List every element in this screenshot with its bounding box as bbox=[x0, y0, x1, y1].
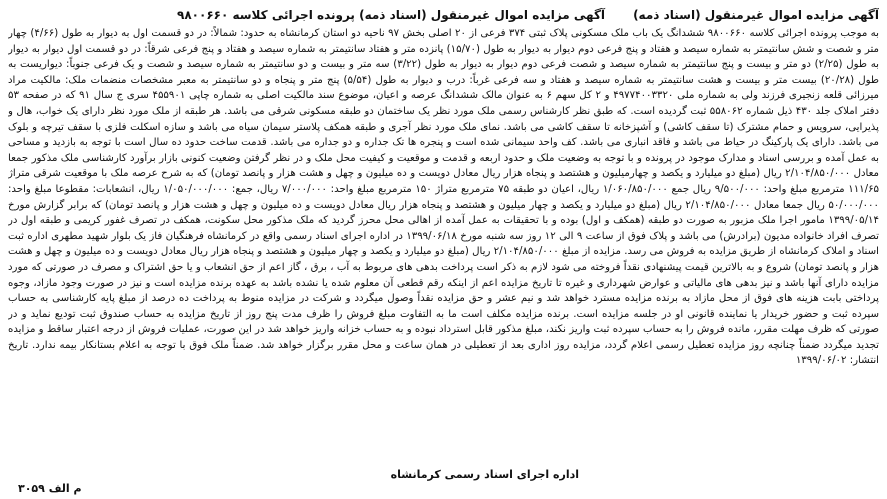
issuing-office: اداره اجرای اسناد رسمی کرمانشاه bbox=[390, 468, 579, 481]
notice-code: ۳۰۵۹ م الف bbox=[18, 482, 82, 495]
notice-footer bbox=[8, 461, 879, 495]
notice-body: به موجب پرونده اجرائی کلاسه ۹۸۰۰۶۶۰ ششدانگ یک باب ملک مسکونی پلاک ثبتی ۳۷۴ فرعی از ۲۰ اصلی بخش ۹۷ ناحیه دو استان کرمانشاه به حدود: شمالاً: در دو قسمت اول به دیوار به طول (۴/۶۶) چهار متر و شصت و شش سانتیمتر به شماره سیصد و هفتاد و پنج فرعی دوم دیوار به دیوار به طول (۱۵/۷۰) پانزده متر و هفتاد سانتیمتر به شماره سیصد و هفتاد و پنج فرعی شرقاً: در دو قسمت اول دیوار به دیوار به طول (۲/۲۵) دو متر و بیست و پنج سانتیمتر به شماره سیصد و شصت فرعی دوم دیوار به دیوار به طول (۳/۲۲) سه متر و بیست و دو سانتیمتر به شماره سیصد و شصت و یک فرعی جنوباً: دیواریست به طول (۲۰/۲۸) بیست متر و بیست و هشت سانتیمتر به شماره سیصد و هفتاد و سه فرعی غرباً: درب و دیوار به طول (۵/۵۴) پنج متر و پنجاه و دو سانتیمتر به معبر مشخصات منضمات ملک: مالکیت مراد میرزائی قلعه زنجیری فرزند ولی به شماره ملی ۴۹۷۷۴۰۰۳۳۲۰ و ۲ کل سهم ۶ به عنوان مالک ششدانگ عرصه و اعیان، موضوع سند مالکیت اصلی به شماره چاپی ۴۵۵۹۰۱ سری ج سال ۹۱ که در صفحه ۵۳ دفتر املاک جلد ۴۳۰ ذیل شماره ۵۵۸۰۶۲ ثبت گردیده است. که طبق نظر کارشناس رسمی ملک مورد نظر یک ساختمان دو طبقه مسکونی شرقی می باشد. هر طبقه از ملک مورد نظر دارای یک خواب، هال و پذیرایی، سرویس و حمام مشترک (تا سقف کاشی) و آشپزخانه تا سقف کاشی می باشد. نمای ملک مورد نظر آجری و طبقه همکف پلاستر سیمان سیاه می باشد و سازه اسکلت فلزی با سقف تیرچه و بلوک می باشد. دارای یک پارکینگ در حیاط می باشد و فاقد انباری می باشد. کف واحد سیمانی شده است و پنجره ها تک جداره و دو جداره می باشد. قدمت ساخت حدود ده سال است با توجه به بازدید و مساحی به عمل آمده و بررسی اسناد و مدارک موجود در پرونده و با توجه به وضعیت ملک و حدود اربعه و قدمت و موقعیت و کیفیت محل ملک و در نظر گرفتن وضعیت کنونی بازار برآورد کارشناسی ملک مذکور جمعا معادل ۲/۱۰۴/۸۵۰/۰۰۰ ریال (مبلغ دو میلیارد و یکصد و چهارمیلیون و هشتصد و پنجاه هزار ریال معادل دویست و ده میلیون و چهل و هشت هزار و پانصد تومان) که به شرح عرصه ملک با موقعیت شرقی متراژ ۱۱۱/۶۵ مترمربع مبلغ واحد: ۹/۵۰۰/۰۰۰ ریال جمع ۱/۰۶۰/۸۵۰/۰۰۰ ریال، اعیان دو طبقه ۷۵ مترمربع متراژ ۱۵۰ مترمربع مبلغ واحد: ۷/۰۰۰/۰۰۰ ریال، جمع: ۱/۰۵۰/۰۰۰/۰۰۰ ریال، انشعابات: مقطوعا مبلغ واحد: ۵۰/۰۰۰/۰۰۰ ریال جمعا معادل ۲/۱۰۴/۸۵۰/۰۰۰ ریال (مبلغ دو میلیارد و یکصد و چهار میلیون و هشتصد و پنجاه هزار ریال معادل دویست و ده میلیون و چهل و هشت هزار و پانصد تومان) که برابر گزارش مورخ ۱۳۹۹/۰۵/۱۴ مامور اجرا ملک مزبور به صورت دو طبقه (همکف و اول) بوده و با تحقیقات به عمل آمده از اهالی محل محرز گردید که ملک مذکور محل سکونت، همکف در تصرف غفور کریمی و طبقه اول در تصرف افراد خانواده مدیون (برادرش) می باشد و پلاک فوق از ساعت ۹ الی ۱۲ روز سه شنبه مورخ ۱۳۹۹/۰۶/۱۸ در اداره اجرای اسناد رسمی واقع در کرمانشاه فرهنگیان فاز یک بلوار شهید مطهری اداره ثبت اسناد و املاک کرمانشاه از طریق مزایده به فروش می رسد. مزایده از مبلغ ۲/۱۰۴/۸۵۰/۰۰۰ ریال (مبلغ دو میلیارد و یکصد و چهار میلیون و هشتصد و پنجاه هزار ریال معادل دویست و ده میلیون و چهل و هشت هزار و پانصد تومان) شروع و به بالاترین قیمت پیشنهادی نقداً فروخته می شود لازم به ذکر است پرداخت بدهی های مربوط به آب ، برق ، گاز اعم از حق انشعاب و یا حق اشتراک و مصرف در صورتی که مورد مزایده دارای آنها باشد و نیز بدهی های مالیاتی و عوارض شهرداری و غیره تا تاریخ مزایده اعم از اینکه رقم قطعی آن معلوم شده یا نشده باشد به عهده برنده مزایده است و نیز در صورت وجود مازاد، وجوه پرداختی بابت هزینه های فوق از محل مازاد به برنده مزایده مسترد خواهد شد و نیم عشر و حق مزایده نقداً وصول میگردد و شرکت در مزایده منوط به پرداخت ده درصد از مبلغ پایه کارشناسی به حساب سپرده ثبت و حضور خریدار یا نماینده قانونی او در جلسه مزایده است. برنده مزایده مکلف است ما به التفاوت مبلغ فروش را ظرف مدت پنج روز از تاریخ مزایده به حساب صندوق ثبت تودیع نماید و در صورتی که ظرف مهلت مقرر، مانده فروش را به حساب سپرده ثبت واریز نکند، مبلغ مذکور قابل استرداد نبوده و به حساب خزانه واریز خواهد شد در این صورت، عملیات فروش از درجه اعتبار ساقط و مزایده تجدید میگردد ضمناً چنانچه روز مزایده تعطیل رسمی اعلام گردد، مزایده روز اداری بعد از تعطیلی در همان ساعت و محل مقرر برگزار خواهد شد. ضمناً ملک فوق با توجه به اعلام بستانکار بیمه ندارد. تاریخ انتشار: ۱۳۹۹/۰۶/۰۲ bbox=[8, 28, 879, 367]
notice-title-middle: آگهی مزایده اموال غیرمنقول (اسناد ذمه) پرونده اجرائی کلاسه ۹۸۰۰۶۶۰ bbox=[177, 8, 606, 22]
notice-title-right: آگهی مزایده اموال غیرمنقول (اسناد ذمه) bbox=[633, 8, 879, 22]
notice-header bbox=[8, 6, 879, 24]
